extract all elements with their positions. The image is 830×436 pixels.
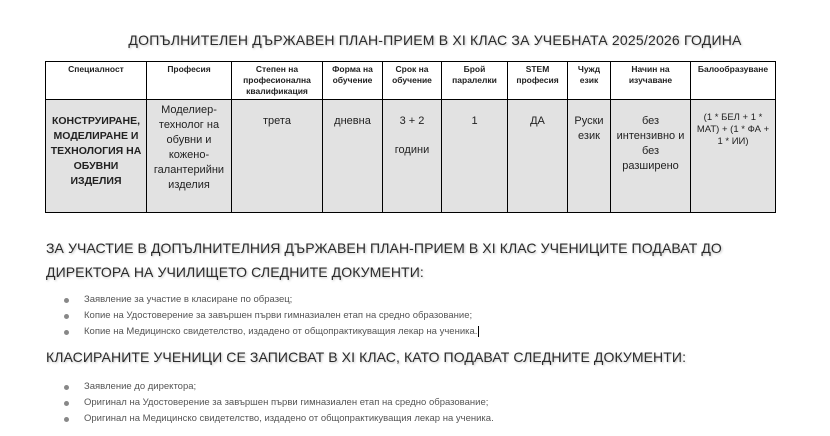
section1-document-list — [62, 292, 479, 340]
cell-scoring: (1 * БЕЛ + 1 * МАТ) + (1 * ФА + 1 * ИИ) — [691, 100, 776, 213]
section2-document-list — [62, 379, 494, 427]
header-duration: Срок на обучение — [383, 62, 442, 100]
cell-duration — [383, 100, 442, 213]
section1-heading-line1: ЗА УЧАСТИЕ В ДОПЪЛНИТЕЛНИЯ ДЪРЖАВЕН ПЛАН-ПРИЕМ В XI КЛАС УЧЕНИЦИТЕ ПОДАВАТ ДО — [46, 240, 722, 256]
text-cursor — [478, 326, 479, 337]
header-study-mode: Начин на изучаване — [611, 62, 691, 100]
cell-classes: 1 — [442, 100, 508, 213]
cell-form: дневна — [323, 100, 383, 213]
header-specialty: Специалност — [46, 62, 147, 100]
header-degree: Степен на професионална квалификация — [232, 62, 323, 100]
list-item — [62, 395, 494, 411]
admission-plan-table — [45, 61, 776, 213]
list-item-text: Заявление до директора; — [84, 381, 197, 392]
header-scoring: Балообразуване — [691, 62, 776, 100]
table-row — [46, 100, 776, 213]
list-item — [62, 292, 479, 308]
header-form: Форма на обучение — [323, 62, 383, 100]
list-item-text: Копие на Удостоверение за завършен първи гимназиален етап на средно образование; — [84, 310, 473, 321]
header-profession: Професия — [147, 62, 232, 100]
cell-degree: трета — [232, 100, 323, 213]
list-item-text: Оригинал на Удостоверение за завършен първи гимназиален етап на средно образование; — [84, 397, 489, 408]
list-item-text: Копие на Медицинско свидетелство, издадено от общопрактикуващия лекар на ученика. — [84, 326, 478, 337]
duration-value: 3 + 2 — [399, 115, 425, 127]
list-item — [62, 411, 494, 427]
list-item — [62, 308, 479, 324]
duration-unit: години — [394, 144, 430, 156]
header-stem: STEM професия — [508, 62, 568, 100]
header-language: Чужд език — [568, 62, 611, 100]
cell-language: Руски език — [568, 100, 611, 213]
cell-specialty: КОНСТРУИРАНЕ, МОДЕЛИРАНЕ И ТЕХНОЛОГИЯ НА ОБУВНИ ИЗДЕЛИЯ — [46, 100, 147, 213]
section1-heading — [46, 236, 722, 284]
cell-stem: ДА — [508, 100, 568, 213]
list-item-text: Оригинал на Медицинско свидетелство, издадено от общопрактикуващия лекар на ученика. — [84, 413, 494, 424]
section2-heading: КЛАСИРАНИТЕ УЧЕНИЦИ СЕ ЗАПИСВАТ В XI КЛАС, КАТО ПОДАВАТ СЛЕДНИТЕ ДОКУМЕНТИ: — [46, 349, 687, 365]
header-classes: Брой паралелки — [442, 62, 508, 100]
cell-profession: Моделиер-технолог на обувни и кожено-галантерийни изделия — [147, 100, 232, 213]
cell-study-mode: без интензивно и без разширено — [611, 100, 691, 213]
list-item — [62, 324, 479, 340]
list-item-text: Заявление за участие в класиране по образец; — [84, 294, 293, 305]
section1-heading-line2: ДИРЕКТОРА НА УЧИЛИЩЕТО СЛЕДНИТЕ ДОКУМЕНТИ: — [46, 264, 424, 280]
document-title: ДОПЪЛНИТЕЛЕН ДЪРЖАВЕН ПЛАН-ПРИЕМ В XI КЛАС ЗА УЧЕБНАТА 2025/2026 ГОДИНА — [128, 32, 742, 48]
table-header-row — [46, 62, 776, 100]
list-item — [62, 379, 494, 395]
